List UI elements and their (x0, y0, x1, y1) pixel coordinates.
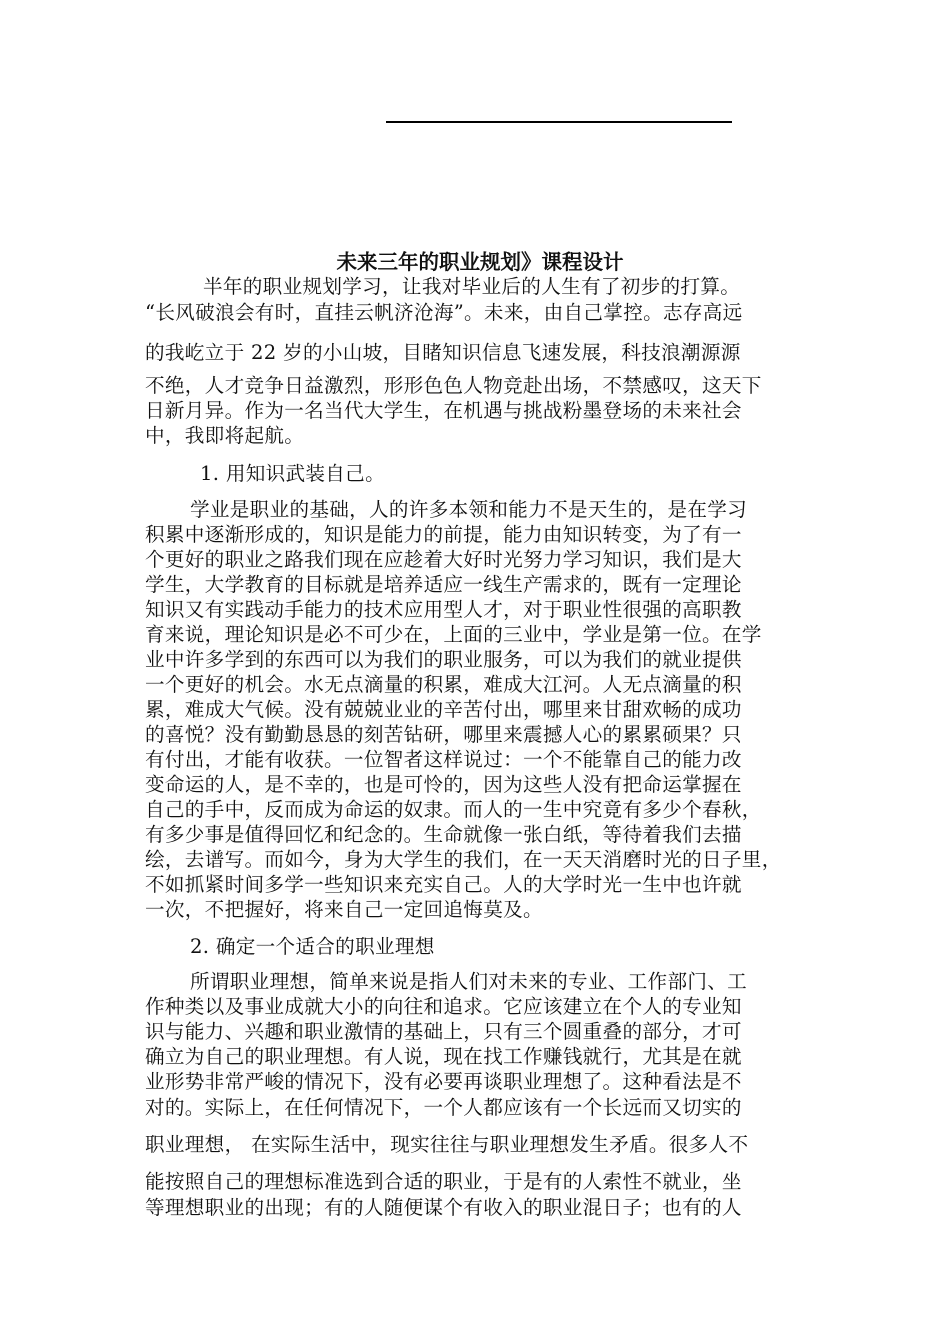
section2-line: 所谓职业理想，简单来说是指人们对未来的专业、工作部门、工 (190, 970, 748, 993)
section1-line: 自己的手中，反而成为命运的奴隶。而人的一生中究竟有多少个春秋， (145, 798, 762, 821)
intro-line: 中，我即将起航。 (145, 424, 305, 447)
section1-line: 个更好的职业之路我们现在应趁着大好时光努力学习知识，我们是大 (145, 548, 742, 571)
section2-line: 业形势非常严峻的情况下，没有必要再谈职业理想了。这种看法是不 (145, 1070, 742, 1093)
section1-line: 学生，大学教育的目标就是培养适应一线生产需求的，既有一定理论 (145, 573, 742, 596)
intro-line: “长风破浪会有时，直挂云帆济沧海”。未来，由自己掌控。志存高远 (145, 301, 743, 324)
section1-line: 一个更好的机会。水无点滴量的积累，难成大江河。人无点滴量的积 (145, 673, 742, 696)
intro-line: 半年的职业规划学习，让我对毕业后的人生有了初步的打算。 (203, 275, 741, 298)
intro-line: 的我屹立于 22 岁的小山坡，目睹知识信息飞速发展，科技浪潮源源 (145, 341, 741, 364)
section1-line: 业中许多学到的东西可以为我们的职业服务，可以为我们的就业提供 (145, 648, 742, 671)
section1-line: 育来说，理论知识是必不可少在，上面的三业中，学业是第一位。在学 (145, 623, 762, 646)
section2-line: 作种类以及事业成就大小的向往和追求。它应该建立在个人的专业知 (145, 995, 742, 1018)
intro-line: 日新月异。作为一名当代大学生，在机遇与挑战粉墨登场的未来社会 (145, 399, 742, 422)
section2-line: 职业理想， 在实际生活中，现实往往与职业理想发生矛盾。很多人不 (145, 1133, 749, 1156)
section2-line: 识与能力、兴趣和职业激情的基础上，只有三个圆重叠的部分，才可 (145, 1020, 742, 1043)
section1-line: 有多少事是值得回忆和纪念的。生命就像一张白纸，等待着我们去描 (145, 823, 742, 846)
section2-line: 能按照自己的理想标准选到合适的职业，于是有的人索性不就业，坐 (145, 1170, 742, 1193)
section1-line: 绘，去谱写。而如今，身为大学生的我们，在一天天消磨时光的日子里， (145, 848, 782, 871)
section1-line: 不如抓紧时间多学一些知识来充实自己。人的大学时光一生中也许就 (145, 873, 742, 896)
section1-line: 学业是职业的基础，人的许多本领和能力不是天生的，是在学习 (190, 498, 748, 521)
section-heading: 2. 确定一个适合的职业理想 (190, 935, 435, 958)
section2-line: 确立为自己的职业理想。有人说，现在找工作赚钱就行，尤其是在就 (145, 1045, 742, 1068)
section2-line: 对的。实际上，在任何情况下，一个人都应该有一个长远而又切实的 (145, 1096, 742, 1119)
section1-line: 的喜悦？没有勤勤恳恳的刻苦钻研，哪里来震撼人心的累累硕果？只 (145, 723, 742, 746)
section1-line: 变命运的人，是不幸的，也是可怜的，因为这些人没有把命运掌握在 (145, 773, 742, 796)
section2-line: 等理想职业的出现；有的人随便谋个有收入的职业混日子；也有的人 (145, 1196, 742, 1219)
document-title: 未来三年的职业规划》课程设计 (336, 250, 624, 274)
section-heading: 1. 用知识武装自己。 (200, 462, 385, 485)
intro-line: 不绝，人才竞争日益激烈，形形色色人物竞赴出场，不禁感叹，这天下 (145, 374, 762, 397)
header-rule (386, 121, 732, 123)
section1-line: 积累中逐渐形成的，知识是能力的前提，能力由知识转变，为了有一 (145, 523, 742, 546)
section1-line: 累，难成大气候。没有兢兢业业的辛苦付出，哪里来甘甜欢畅的成功 (145, 698, 742, 721)
section1-line: 有付出，才能有收获。一位智者这样说过：一个不能靠自己的能力改 (145, 748, 742, 771)
section1-line: 一次，不把握好，将来自己一定回追悔莫及。 (145, 898, 543, 921)
section1-line: 知识又有实践动手能力的技术应用型人才，对于职业性很强的高职教 (145, 598, 742, 621)
